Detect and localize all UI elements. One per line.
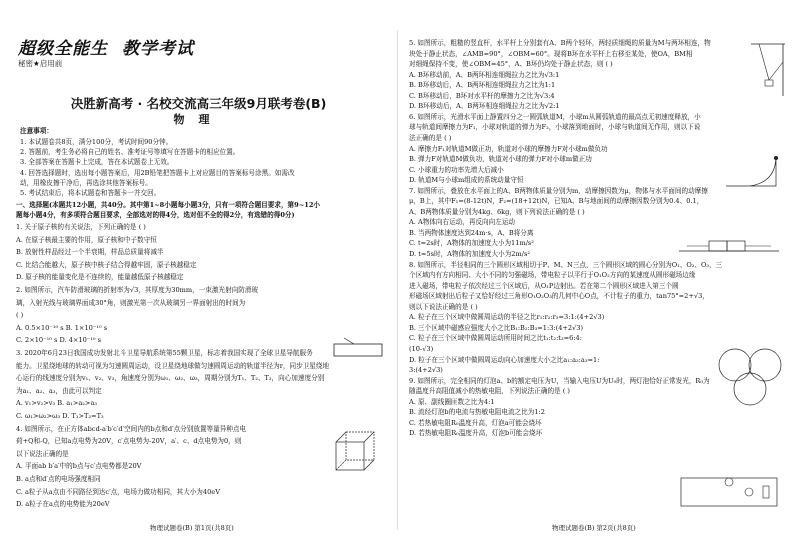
- question-line: A. A物体向右运动，再反向向左运动: [409, 218, 516, 227]
- question-line: D. 原子核的能量变化是不连续的，能量越低原子核越稳定: [16, 273, 184, 282]
- section-line: 一、选择题(本题共12小题，共40分。其中第1~8小题每小题3分，只有一项符合题目要求，第9~12小: [16, 201, 321, 209]
- footer-left: 物理试题卷(B) 第1页(共8页): [150, 524, 234, 532]
- question-line: D. 若热敏电阻R₀温度升高，灯泡b可能会烧坏: [409, 429, 543, 438]
- question-line: 璃，入射光线与玻璃界面成30°角，则激光第一次从玻璃另一界面射出的时间为: [16, 298, 246, 307]
- question-line: A. 摩擦力F₁对轨道M做正功，轨道对小球的摩擦力F对小球m做负功: [409, 144, 608, 153]
- note-line: 4. 回答选择题时，选出每小题答案后，用2B铅笔把答题卡上对应题目的答案标号涂黑。如需改: [20, 168, 295, 177]
- question-line: 3:(4+2√3): [409, 366, 443, 375]
- note-line: 3. 全部答案在答题卡上完成，答在本试题卷上无效。: [20, 158, 174, 167]
- section-line: 题每小题4分，有多项符合题目要求，全部选对的得4分，选对但不全的得2分，有选错的得0分): [16, 211, 295, 219]
- note-line: 5. 考试结束后，将本试题卷和答题卡一并交回。: [20, 189, 161, 197]
- question-line: 5. 如图所示，粗糙的竖直杆，水平杆上分别套有A、B两个轻环，两轻质细绳的质量为M与两环相连，物: [409, 39, 711, 47]
- question-line: 3. 2020年6月23日我国成功发射北斗卫星导航系统第55颗卫星，标志着我国实现了全球卫星导航服务: [16, 349, 313, 357]
- exam-title: 决胜新高考 · 名校交流高三年级9月联考卷(B): [70, 96, 327, 111]
- notes-heading: 注意事项：: [20, 127, 53, 135]
- question-line: 7. 如图所示，叠放在水平面上的A、B两物体质量分别为m，动摩擦因数为μ，物体与水平面间的动摩擦: [409, 186, 708, 195]
- question-line: A、B两物体质量分别为4kg、6kg，则下列说法正确的是 ( ): [409, 207, 585, 216]
- question-line: C. 2×10⁻¹⁰ s D. 4×10⁻¹⁰ s: [16, 336, 102, 345]
- footer-right: 物理试题卷(B) 第2页(共8页): [552, 524, 636, 532]
- question-line: D. t=5s时，A物体的加速度大小为2m/s²: [409, 250, 530, 258]
- question-line: C. B环移动后，B环对水平杆的摩擦力之比为√3:4: [409, 91, 555, 100]
- question-line: B. 流经灯泡b的电流与热敏电阻电流之比为1:2: [409, 408, 545, 417]
- secret-label: 秘密★启用前: [18, 59, 63, 68]
- question-line: 能力。卫星绕地球的转动可视为匀速圆周运动，设卫星绕地球做匀速圆周运动的轨道半径为r，同步卫星绕地: [16, 361, 330, 370]
- question-line: 心运行的线速度分别为v₁、v₂、v₃，角速度分别为ω₁、ω₂、ω₃，周期分别为T₁、T₂、T₃，向心加速度分别: [16, 374, 325, 383]
- question-line: A. 粒子在三个区域中做圆周运动的半径之比r₁:r₂:r₃=3:1:(4+2√3): [409, 313, 605, 322]
- question-line: B. 弹力F对轨道M做负功，轨道对小球的弹力F对小球m做正功: [409, 155, 592, 164]
- question-line: A. 在原子核最主要的作用，原子核和中子数守恒: [16, 235, 157, 244]
- question-line: 形磁场区域射出后粒子又恰好经过三角形O₁O₂O₃的几何中心O点，不计粒子的重力，tan75°=2+√3，: [409, 292, 709, 301]
- question-line: 6. 如图所示，光滑水平面上静置四分之一圆弧轨道M，小球m从圆弧轨道的最高点无初速度释放，小: [409, 112, 701, 121]
- question-line: C. ω₁>ω₂>ω₃ D. T₁>T₂=T₃: [16, 412, 104, 420]
- question-line: A. 原、副线圈匝数之比为4:1: [409, 397, 495, 406]
- logo-text: 超级全能生: [18, 39, 108, 59]
- question-line: C. 粒子在三个区域中做圆周运动所用时间之比t₁:t₂:t₃=6:4:: [409, 334, 582, 343]
- question-line: 法正确的是 ( ): [409, 133, 452, 142]
- question-line: B. 放射性样品经过一个半衰期，样品总质量将减半: [16, 248, 164, 257]
- subject-title: 物理: [173, 113, 224, 126]
- rod-rings-figure: [749, 40, 787, 100]
- question-line: D. a粒子在a点的电势能为20eV: [16, 500, 110, 509]
- question-line: C. t=2s时，A物体的加速度大小为11m/s²: [409, 239, 534, 248]
- glass-slab-figure: [330, 338, 386, 360]
- question-line: 对细绳保持不变，使∠OBM=45°，A、B环仍均处于静止状态，则 ( ): [409, 60, 613, 69]
- three-circles-figure: [715, 345, 785, 407]
- arc-track-figure: [722, 152, 780, 190]
- question-line: 随温度升高阻值减小的热敏电阻，下列说法正确的是 ( ): [409, 387, 570, 396]
- question-line: 进入磁场，带电粒子依次经过三个区域后，从O₁P边射出。若在第二个圆形区域进入第三个圆: [409, 281, 679, 290]
- question-line: B. 三个区域中磁感应强度大小之比B₁:B₂:B₃=1:3:(4+2√3): [409, 323, 584, 332]
- blocks-figure: [679, 235, 779, 253]
- note-line: 1. 本试题卷共8页，满分100分，考试时间90分钟。: [20, 138, 173, 146]
- question-line: (10-√3): [409, 344, 434, 353]
- question-line: C. 比结合能越大，原子核中核子结合得越牢固，原子核越稳定: [16, 260, 197, 269]
- question-line: 荷+Q和-Q，已知a点电势为20V，c′点电势为-20V，a′、c、d点电势为0，则: [16, 437, 242, 446]
- question-line: 则以下说法正确的是 ( ): [409, 302, 478, 311]
- question-line: D. 轨道M与小球m组成的系统动量守恒: [409, 176, 524, 185]
- note-line: 2. 答题前，考生务必将自己的姓名、准考证号等填写在答题卡的相应位置。: [20, 148, 240, 157]
- page-right: [397, 0, 794, 543]
- question-line: 1. 关于原子核的有关说法，下列正确的是 ( ): [16, 223, 146, 231]
- note-line: 动，用橡皮擦干净后，再选涂其他答案标号。: [20, 178, 152, 187]
- question-line: A. 0.5×10⁻¹⁰ s B. 1×10⁻¹⁰ s: [16, 323, 108, 332]
- question-line: B. B环移动后，A、B两环相连细绳拉力之比为1:1: [409, 81, 556, 90]
- question-line: 为a₁、a₂、a₃，由此可以判定: [16, 386, 102, 395]
- brand-logo: [18, 34, 194, 59]
- question-line: 块处于静止状态，∠AMB=90°，∠OBM=60°。现将B环在水平杆上右移至某处，使OA，BM相: [409, 49, 693, 58]
- question-line: B. 当两物体速度达到24m·s，A、B将分离: [409, 228, 534, 237]
- question-line: 9. 如图所示，完全相同的灯泡a、b的额定电压为U，当输入电压U为U₀时，两灯泡恰好正常发光，R₀为: [409, 376, 710, 385]
- question-line: ( ): [16, 311, 24, 320]
- cube-figure: [332, 428, 380, 476]
- question-line: 4. 如图所示，在正方体abcd-a′b′c′d′空间内的b点和d′点分别放置等量异种点电: [16, 424, 247, 433]
- question-line: D. 粒子在三个区域中做圆周运动向心加速度大小之比a₁:a₂:a₃=1:: [409, 355, 600, 364]
- question-line: 球与轨道间摩擦力为F₁，小球对轨道的弹力为F₂，小球落到地面时，小球与轨道间无作用，则以下说: [409, 123, 701, 132]
- question-line: A. 平面ab b′a′中的b点与c′点电势都是20V: [16, 462, 142, 471]
- question-line: C. 若热敏电阻R₀温度升高，灯泡a可能会烧坏: [409, 418, 542, 427]
- question-line: A. B环移动前，A、B两环相连细绳拉力之比为√3:1: [409, 70, 560, 79]
- question-line: D. B环移动后，A、B两环相连细绳拉力之比为√2:1: [409, 102, 560, 111]
- logo-subtext: 教学考试: [122, 39, 194, 59]
- question-line: C. 小球重力的功率先增大后减小: [409, 165, 504, 174]
- transformer-figure: [679, 470, 779, 510]
- question-line: C. a粒子从a点由不同路径到达c′点，电场力做功相同，其大小为40eV: [16, 487, 220, 496]
- question-line: μ，B上，其中F₁=(8-12t)N，F₂=(18+12t)N，已知A、B与地面间的动摩擦因数分别为0.4、0.1，: [409, 197, 704, 206]
- question-line: A. v₁>v₂>v₃ B. a₁>a₂>a₃: [16, 399, 98, 408]
- question-line: 以下说法正确的是: [16, 449, 69, 458]
- question-line: B. a点和d′点的电场强度相同: [16, 475, 101, 483]
- question-line: 2. 如图所示，汽车防滑玻璃的折射率为√3，其厚度为30mm，一束激光射向防滑玻: [16, 286, 259, 294]
- question-line: 个区域内有方向相同、大小不同的匀强磁场，带电粒子以平行于O₁O₂方向的某速度从圆形磁场边缘: [409, 271, 696, 280]
- question-line: 8. 如图所示，半径相同的三个圆形区域相切于P、M、N三点，三个圆形区域的圆心分别为O₁、O₂、O₃，三: [409, 260, 723, 269]
